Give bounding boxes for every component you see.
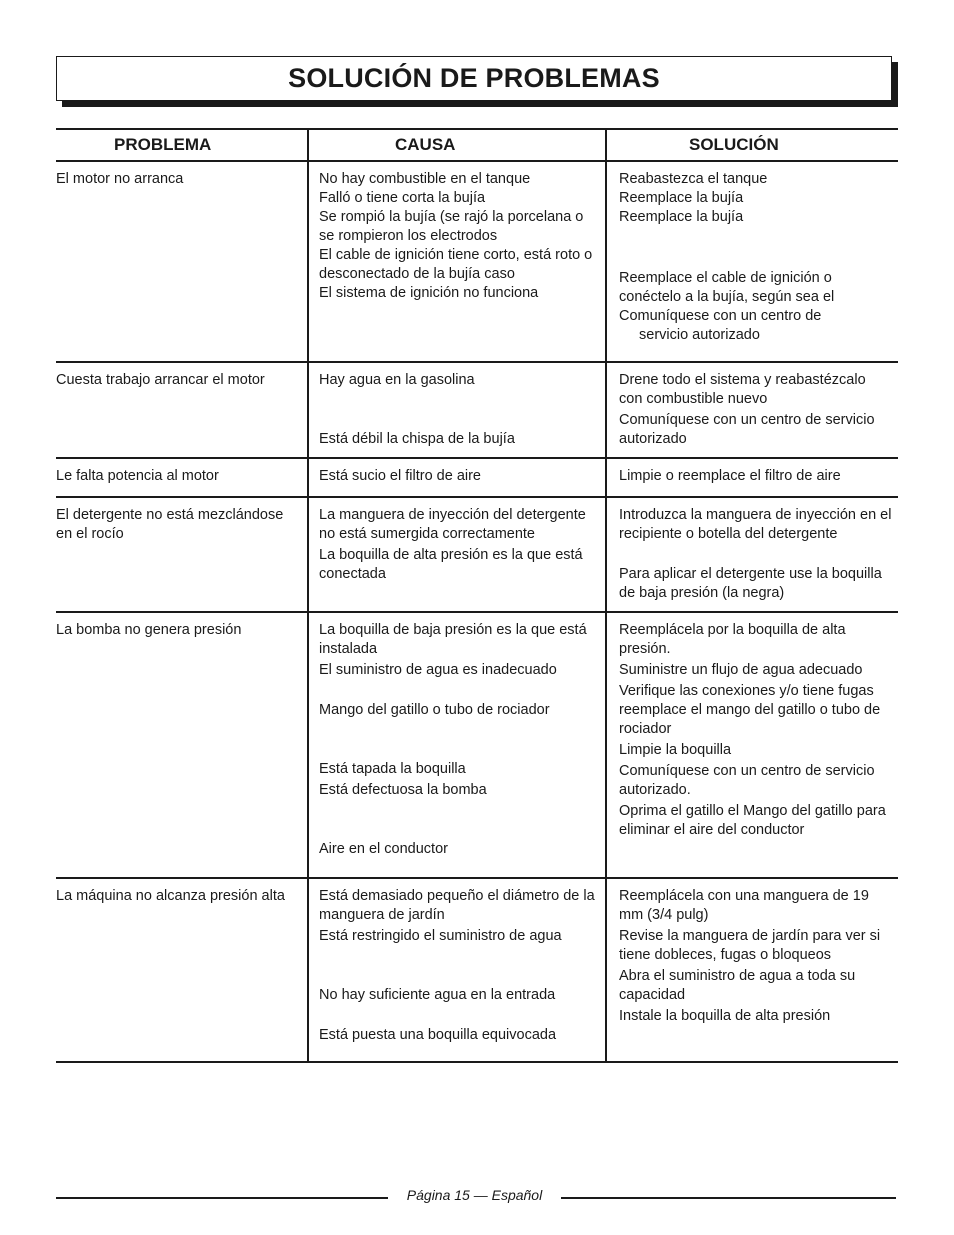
- table-row: [56, 362, 898, 458]
- solution-text: Introduzca la manguera de inyección en el recipiente o botella del detergente: [619, 507, 892, 542]
- problem-text: El detergente no está mezclándose en el rocío: [56, 507, 284, 542]
- solution-text: Reemplace la bujía: [619, 209, 744, 225]
- problem-cell: [56, 458, 308, 497]
- table-row: [56, 161, 898, 362]
- cause-cell: [308, 362, 606, 458]
- cause-cell: [308, 458, 606, 497]
- problem-text: Le falta potencia al motor: [56, 468, 219, 484]
- solution-text: Reemplace la bujía: [619, 190, 744, 206]
- page-footer: Página 15 — Español: [406, 1187, 543, 1203]
- problem-cell: [56, 878, 308, 1062]
- header-problem: PROBLEMA: [56, 129, 308, 161]
- solution-text: Drene todo el sistema y reabastézcalo con combustible nuevo: [619, 372, 866, 407]
- solution-text: servicio autorizado: [639, 327, 760, 343]
- cause-text: Está puesta una boquilla equivocada: [319, 1027, 557, 1043]
- solution-text: Instale la boquilla de alta presión: [619, 1008, 831, 1024]
- solution-text: Comuníquese con un centro de: [619, 308, 822, 324]
- problem-text: La bomba no genera presión: [56, 622, 242, 638]
- cause-cell: [308, 612, 606, 878]
- solution-cell: [606, 878, 898, 1062]
- table-row: [56, 497, 898, 612]
- cause-text: Aire en el conductor: [319, 841, 448, 857]
- problem-cell: [56, 497, 308, 612]
- cause-text: Mango del gatillo o tubo de rociador: [319, 702, 550, 718]
- solution-text: Reemplácela por la boquilla de alta presión.: [619, 622, 846, 657]
- table-row: [56, 458, 898, 497]
- table-row: [56, 612, 898, 878]
- cause-text: Está restringido el suministro de agua: [319, 928, 562, 944]
- cause-text: El sistema de ignición no funciona: [319, 285, 539, 301]
- problem-text: La máquina no alcanza presión alta: [56, 888, 285, 904]
- cause-text: Hay agua en la gasolina: [319, 372, 475, 388]
- solution-text: Abra el suministro de agua a toda su capacidad: [619, 968, 856, 1003]
- solution-text: Suministre un flujo de agua adecuado: [619, 662, 863, 678]
- solution-cell: [606, 458, 898, 497]
- cause-cell: [308, 878, 606, 1062]
- cause-text: No hay suficiente agua en la entrada: [319, 987, 556, 1003]
- solution-text: Reemplácela con una manguera de 19 mm (3/4 pulg): [619, 888, 869, 923]
- cause-cell: [308, 161, 606, 362]
- cause-text: Está sucio el filtro de aire: [319, 468, 481, 484]
- cause-text: Está tapada la boquilla: [319, 761, 466, 777]
- cause-text: La manguera de inyección del detergente no está sumergida correctamente: [319, 507, 586, 542]
- footer-rule-left: [56, 1197, 388, 1199]
- solution-text: Reemplace el cable de ignición o conéctelo a la bujía, según sea el: [619, 270, 835, 305]
- cause-text: Se rompió la bujía (se rajó la porcelana o se rompieron los electrodos: [319, 209, 584, 244]
- problem-cell: [56, 612, 308, 878]
- solution-text: Reabastezca el tanque: [619, 171, 768, 187]
- cause-text: Falló o tiene corta la bujía: [319, 190, 486, 206]
- cause-text: El cable de ignición tiene corto, está roto o desconectado de la bujía caso: [319, 247, 593, 282]
- header-solution: SOLUCIÓN: [606, 129, 898, 161]
- problem-text: El motor no arranca: [56, 171, 184, 187]
- cause-text: La boquilla de alta presión es la que está conectada: [319, 547, 583, 582]
- solution-text: Limpie la boquilla: [619, 742, 732, 758]
- solution-text: Verifique las conexiones y/o tiene fugas reemplace el mango del gatillo o tubo de rociador: [619, 683, 881, 737]
- header-cause: CAUSA: [308, 129, 606, 161]
- solution-text: Oprima el gatillo el Mango del gatillo para eliminar el aire del conductor: [619, 803, 886, 838]
- page-title-banner: [56, 56, 892, 101]
- solution-cell: [606, 161, 898, 362]
- problem-cell: [56, 362, 308, 458]
- table-row: [56, 878, 898, 1062]
- solution-text: Comuníquese con un centro de servicio autorizado.: [619, 763, 875, 798]
- table-header-row: [56, 129, 898, 161]
- solution-text: Para aplicar el detergente use la boquilla de baja presión (la negra): [619, 566, 882, 601]
- solution-cell: [606, 497, 898, 612]
- solution-text: Limpie o reemplace el filtro de aire: [619, 468, 841, 484]
- cause-text: Está demasiado pequeño el diámetro de la manguera de jardín: [319, 888, 595, 923]
- cause-text: No hay combustible en el tanque: [319, 171, 531, 187]
- page-title: SOLUCIÓN DE PROBLEMAS: [288, 63, 660, 93]
- problem-text: Cuesta trabajo arrancar el motor: [56, 372, 265, 388]
- solution-text: Comuníquese con un centro de servicio autorizado: [619, 412, 875, 447]
- problem-cell: [56, 161, 308, 362]
- troubleshooting-table: [56, 128, 898, 1063]
- cause-text: La boquilla de baja presión es la que está instalada: [319, 622, 587, 657]
- solution-cell: [606, 362, 898, 458]
- cause-text: El suministro de agua es inadecuado: [319, 662, 557, 678]
- cause-cell: [308, 497, 606, 612]
- cause-text: Está débil la chispa de la bujía: [319, 431, 515, 447]
- footer-rule-right: [561, 1197, 896, 1199]
- solution-text: Revise la manguera de jardín para ver si tiene dobleces, fugas o bloqueos: [619, 928, 881, 963]
- cause-text: Está defectuosa la bomba: [319, 782, 487, 798]
- title-box: [56, 56, 892, 101]
- solution-cell: [606, 612, 898, 878]
